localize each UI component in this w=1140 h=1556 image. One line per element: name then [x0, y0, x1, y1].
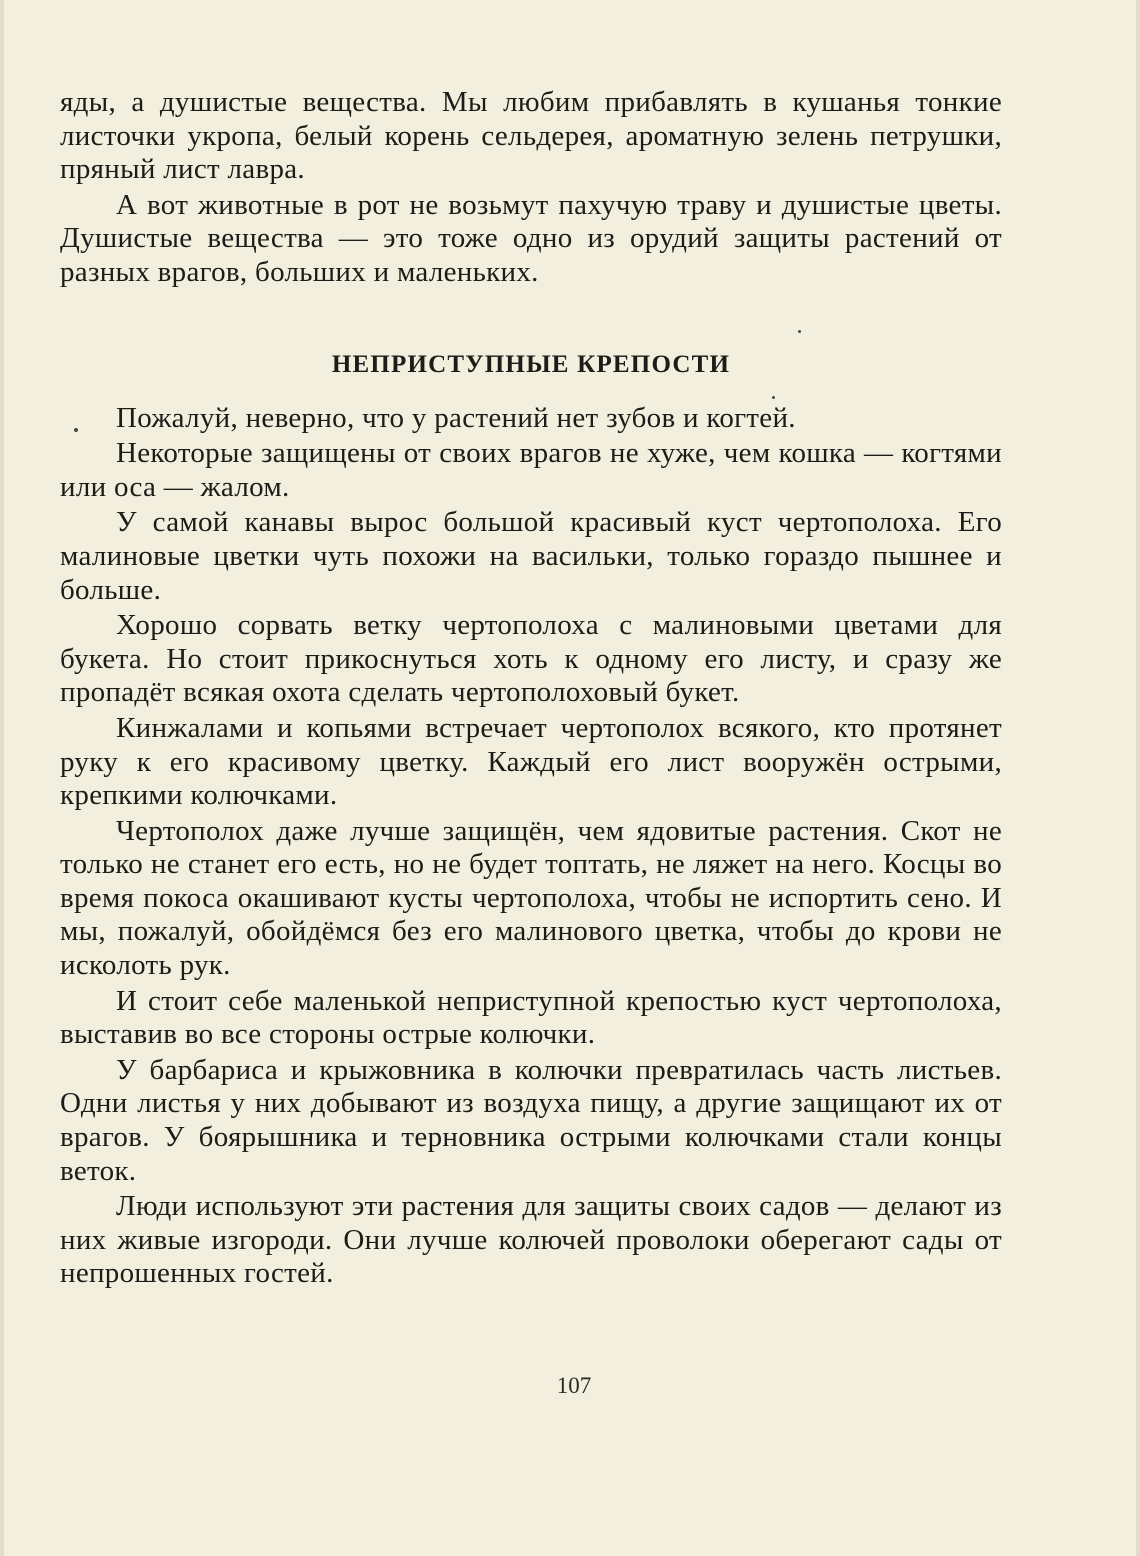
- paragraph: Чертополох даже лучше защищён, чем ядовитые растения. Скот не только не станет его есть, но не будет топтать, не ляжет на него. Косцы во время покоса окашивают кусты чертополоха, чтобы не испортить сено. И мы, пожалуй, обойдёмся без его малинового цветка, чтобы до крови не исколоть рук.: [60, 814, 1002, 982]
- paragraph: Люди используют эти растения для защиты своих садов — делают из них живые изгороди. Они лучше колючей проволоки оберегают сады от непрошенных гостей.: [60, 1190, 1002, 1290]
- paragraph: Некоторые защищены от своих врагов не хуже, чем кошка — когтями или оса — жалом.: [60, 437, 1002, 503]
- text-column: [60, 86, 1002, 1293]
- paragraph: Пожалуй, неверно, что у растений нет зубов и когтей.: [116, 401, 796, 434]
- section-heading: НЕПРИСТУПНЫЕ КРЕПОСТИ: [331, 350, 731, 378]
- paragraph: А вот животные в рот не возьмут пахучую траву и душистые цветы. Душистые вещества — это тоже одно из орудий защиты растений от разных врагов, больших и маленьких.: [60, 188, 1002, 288]
- print-speck: [772, 396, 775, 399]
- paragraph: Хорошо сорвать ветку чертополоха с малиновыми цветами для букета. Но стоит прикоснуться хоть к одному его листу, и сразу же пропадёт всякая охота сделать чертополоховый букет.: [60, 609, 1002, 709]
- paragraph: И стоит себе маленькой неприступной крепостью куст чертополоха, выставив во все стороны острые колючки.: [60, 984, 1002, 1051]
- spacer: [60, 382, 1002, 402]
- spacer: [60, 292, 1002, 348]
- paragraph: У самой канавы вырос большой красивый куст чертополоха. Его малиновые цветки чуть похожи на васильки, только гораздо пышнее и больше.: [60, 506, 1002, 606]
- paragraph: Кинжалами и копьями встречает чертополох всякого, кто протянет руку к его красивому цветку. Каждый его лист вооружён острыми, крепкими колючками.: [60, 711, 1002, 812]
- print-speck: [798, 330, 801, 333]
- page-number: 107: [556, 1373, 592, 1398]
- paragraph-continuation: яды, а душистые вещества. Мы любим прибавлять в кушанья тонкие листочки укропа, белый корень сельдерея, ароматную зелень петрушки, пряный лист лавра.: [60, 86, 1002, 186]
- paragraph: У барбариса и крыжовника в колючки превратилась часть листьев. Одни листья у них добывают из воздуха пищу, а другие защищают их от врагов. У боярышника и терновника острыми колючками стали концы веток.: [60, 1053, 1002, 1187]
- print-speck: [74, 428, 78, 432]
